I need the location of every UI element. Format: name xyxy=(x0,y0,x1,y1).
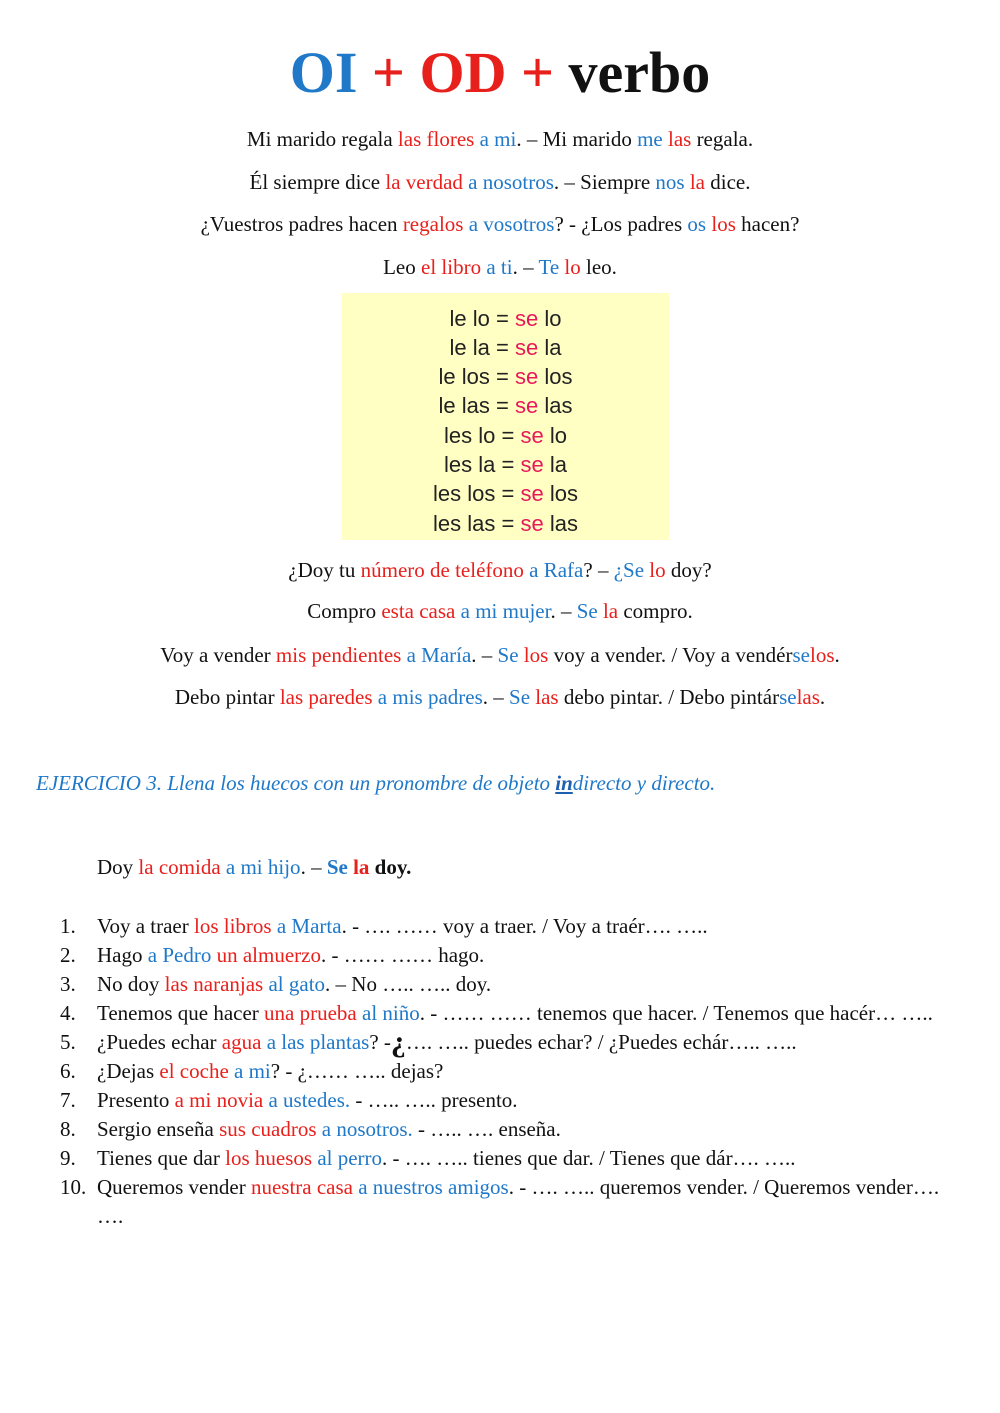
rule-line: le lo = se lo xyxy=(449,306,562,331)
rule-line: le las = se las xyxy=(438,393,573,418)
exercise-item: 1. Voy a traer los libros a Marta. - …. …… voy a traer. / Voy a traér…. ….. xyxy=(60,914,708,938)
title-plus: + xyxy=(520,40,555,105)
se-example-sentence: Compro esta casa a mi mujer. – Se la compro. xyxy=(307,599,693,623)
exercise-item: 2. Hago a Pedro un almuerzo. - …… …… hago. xyxy=(60,943,485,967)
title-od: OD xyxy=(419,40,507,105)
exercise-item: 10. Queremos vender nuestra casa a nuestros amigos. - …. ….. queremos vender. / Queremos vender…. …. xyxy=(60,1175,940,1228)
rule-line: le los = se los xyxy=(438,364,573,389)
exercise-item: 5. ¿Puedes echar agua a las plantas? -¿…. ….. puedes echar? / ¿Puedes echár….. ….. xyxy=(60,1025,797,1058)
exercise-example: Doy la comida a mi hijo. – Se la doy. xyxy=(97,855,412,879)
rule-line: les lo = se lo xyxy=(444,423,567,448)
exercise-item: 4. Tenemos que hacer una prueba al niño. - …… …… tenemos que hacer. / Tenemos que hacér… ….. xyxy=(60,1001,933,1025)
se-example-sentence: ¿Doy tu número de teléfono a Rafa? – ¿Se lo doy? xyxy=(288,558,712,582)
inverted-question-mark: ¿ xyxy=(390,1025,406,1058)
intro-sentence: Mi marido regala las flores a mi. – Mi marido me las regala. xyxy=(246,127,754,151)
intro-sentence: Leo el libro a ti. – Te lo leo. xyxy=(383,255,617,279)
intro-sentence: Él siempre dice la verdad a nosotros. – Siempre nos la dice. xyxy=(249,170,751,194)
intro-sentence: ¿Vuestros padres hacen regalos a vosotros? - ¿Los padres os los hacen? xyxy=(200,212,800,236)
exercise-item: 9. Tienes que dar los huesos al perro. - …. ….. tienes que dar. / Tienes que dár…. ….. xyxy=(60,1146,796,1170)
se-example-sentence: Voy a vender mis pendientes a María. – Se los voy a vender. / Voy a vendérselos. xyxy=(160,643,840,667)
exercise-item: 6. ¿Dejas el coche a mi? - ¿…… ….. dejas? xyxy=(60,1059,444,1083)
exercise-item: 7. Presento a mi novia a ustedes. - ….. ….. presento. xyxy=(60,1088,518,1112)
rule-line: les las = se las xyxy=(433,511,578,536)
page-title xyxy=(0,38,1000,108)
se-rules-box xyxy=(342,293,669,540)
title-verbo: verbo xyxy=(568,40,711,105)
se-example-sentence: Debo pintar las paredes a mis padres. – Se las debo pintar. / Debo pintárselas. xyxy=(174,685,826,709)
exercise-list xyxy=(0,912,1000,1231)
rule-line: les los = se los xyxy=(433,481,578,506)
title-plus: + xyxy=(371,40,405,105)
exercise-item: 8. Sergio enseña sus cuadros a nosotros. - ….. …. enseña. xyxy=(60,1117,561,1141)
rule-line: le la = se la xyxy=(449,335,562,360)
title-oi: OI xyxy=(289,40,358,105)
exercise-heading: EJERCICIO 3. Llena los huecos con un pronombre de objeto indirecto y directo. xyxy=(36,771,716,795)
rule-line: les la = se la xyxy=(444,452,567,477)
exercise-item: 3. No doy las naranjas al gato. – No ….. ….. doy. xyxy=(60,972,492,996)
